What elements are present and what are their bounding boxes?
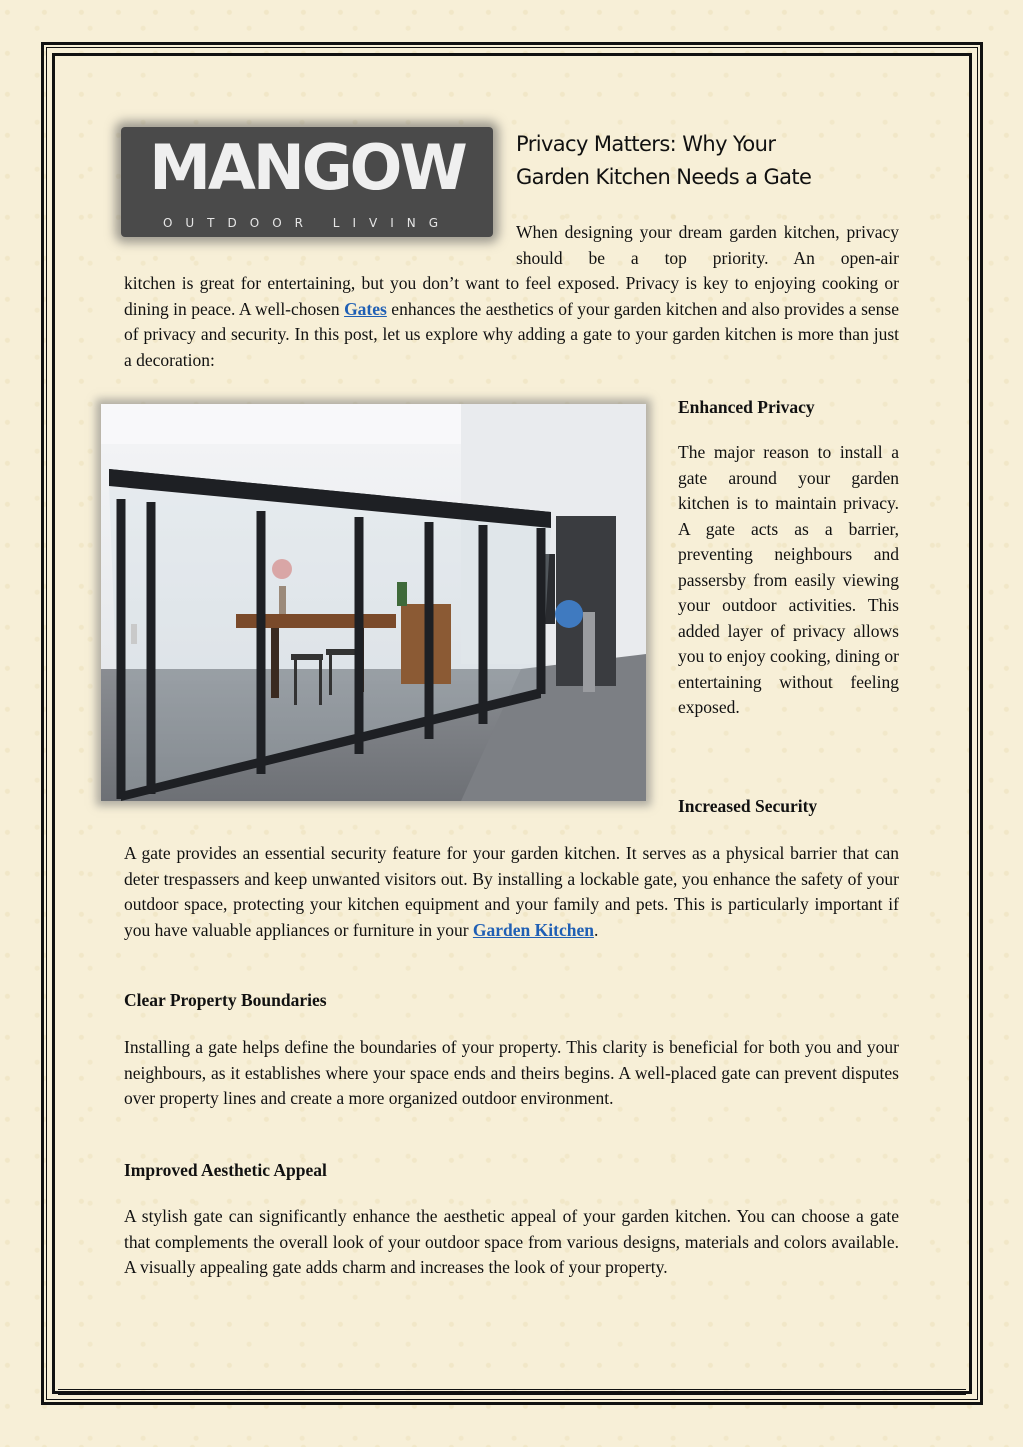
garden-room-illustration <box>101 404 646 801</box>
garden-kitchen-photo <box>101 404 646 801</box>
aesthetic-appeal-body: A stylish gate can significantly enhance the aesthetic appeal of your garden kitchen. You can choose a gate that complements the overall look of your outdoor space from various designs, materials and colors available. A visually appealing gate adds charm and increases the look of your property. <box>124 1206 899 1277</box>
heading-enhanced-privacy: Enhanced Privacy <box>678 397 815 417</box>
title-line-1: Privacy Matters: Why Your <box>516 132 776 156</box>
heading-improved-aesthetic-appeal: Improved Aesthetic Appeal <box>124 1160 327 1180</box>
garden-kitchen-link[interactable]: Garden Kitchen <box>472 919 594 940</box>
title-line-2: Garden Kitchen Needs a Gate <box>516 165 812 189</box>
heading-clear-property-boundaries: Clear Property Boundaries <box>124 990 327 1010</box>
enhanced-privacy-body: The major reason to install a gate around your garden kitchen is to maintain privacy. A gate acts as a barrier, preventing neighbours and passersby from easily viewing your outdoor activities. This added layer of privacy allows you to enjoy cooking, dining or entertaining without feeling exposed. <box>678 442 899 717</box>
logo-tagline: OUTDOOR LIVING <box>162 216 452 230</box>
intro-text-end: enhances the aesthetics of your garden kitchen and also provides a sense of privacy and security. In this post, let us explore why adding a gate to your garden kitchen is more than just a decoration: <box>124 298 899 370</box>
heading-increased-security: Increased Security <box>678 796 818 816</box>
gates-link[interactable]: Gates <box>344 298 387 319</box>
increased-security-body <box>124 841 899 943</box>
mangow-logo <box>121 127 493 237</box>
intro-paragraph-top: When designing your dream garden kitchen, privacy should be a top priority. An open-air <box>516 222 899 268</box>
increased-security-text-end: . <box>593 919 599 940</box>
increased-security-text: A gate provides an essential security feature for your garden kitchen. It serves as a physical barrier that can deter trespassers and keep unwanted visitors out. By installing a lockable gate, you enhance the safety of your outdoor space, protecting your kitchen equipment and your family and pets. This is particularly important if you have valuable appliances or furniture in your <box>124 843 899 940</box>
clear-boundaries-body: Installing a gate helps define the boundaries of your property. This clarity is beneficial for both you and your neighbours, as it establishes where your space ends and theirs begins. A well-placed gate can prevent disputes over property lines and create a more organized outdoor environment. <box>124 1037 899 1108</box>
logo-wordmark: MANGOW <box>149 131 465 204</box>
page-border-bottom-rule <box>58 1389 966 1395</box>
intro-paragraph: kitchen is great for entertaining, but you don’t want to feel exposed. Privacy is key to enjoying cooking or dining in peace. A well-chosen Gates enhances the aesthetics of your garden kitchen and also provides a sense of privacy and security. In this post, let us explore why adding a gate to your garden kitchen is more than just a decoration: <box>124 273 899 370</box>
page-title <box>516 128 916 194</box>
